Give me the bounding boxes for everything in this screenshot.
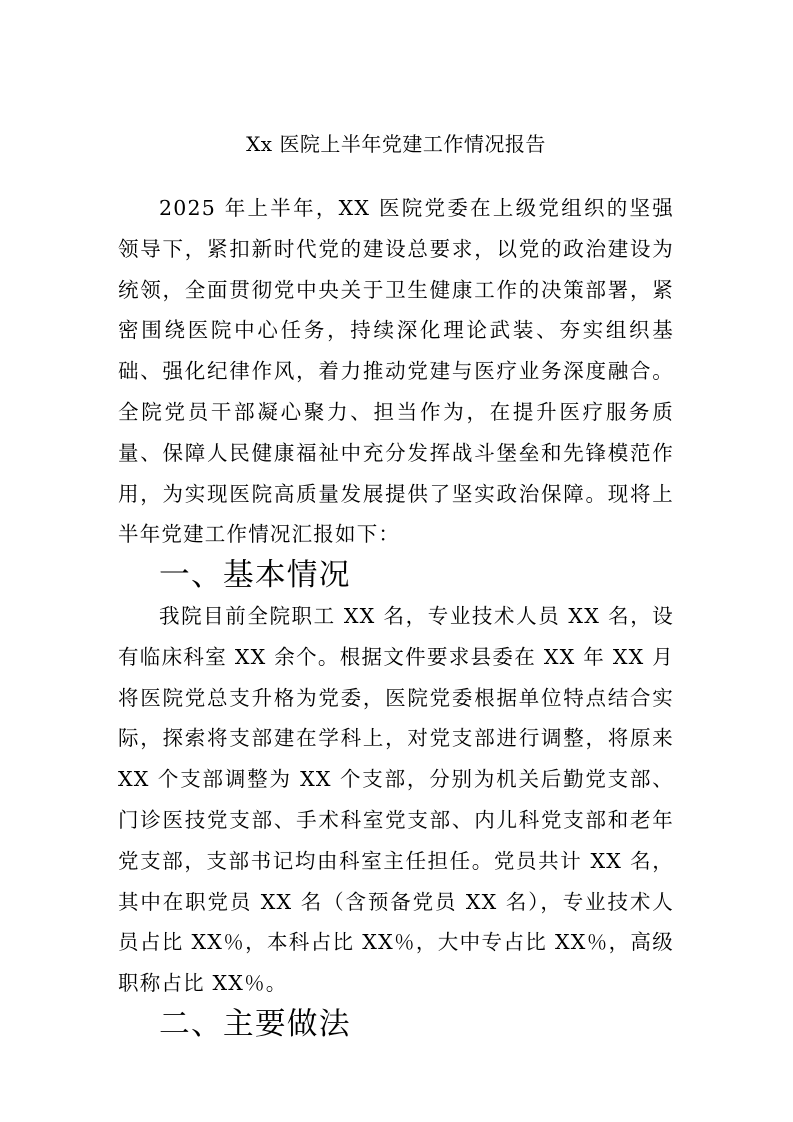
document-title: Xx 医院上半年党建工作情况报告 xyxy=(246,132,546,156)
intro-paragraph: 2025 年上半年，XX 医院党委在上级党组织的坚强领导下，紧扣新时代党的建设总要求，以党的政治建设为统领，全面贯彻党中央关于卫生健康工作的决策部署，紧密围绕医院中心任务，持续深化理论武装、夯实组织基础、强化纪律作风，着力推动党建与医疗业务深度融合。全院党员干部凝心聚力、担当作为，在提升医疗服务质量、保障人民健康福祉中充分发挥战斗堡垒和先锋模范作用，为实现医院高质量发展提供了坚实政治保障。现将上半年党建工作情况汇报如下： xyxy=(118,196,674,547)
section-heading-basic-situation: 一、基本情况 xyxy=(159,557,351,594)
document-body xyxy=(118,128,674,1045)
section-heading-main-practices: 二、主要做法 xyxy=(159,1005,351,1042)
basic-situation-paragraph: 我院目前全院职工 XX 名，专业技术人员 XX 名，设有临床科室 XX 余个。根据文件要求县委在 XX 年 XX 月将医院党总支升格为党委，医院党委根据单位特点结合实际，探索将支部建在学科上，对党支部进行调整，将原来 XX 个支部调整为 XX 个支部，分别为机关后勤党支部、门诊医技党支部、手术科室党支部、内儿科党支部和老年党支部，支部书记均由科室主任担任。党员共计 XX 名，其中在职党员 XX 名（含预备党员 XX 名），专业技术人员占比 XX％，本科占比 XX％，大中专占比 XX％，高级职称占比 XX％。 xyxy=(118,603,674,996)
